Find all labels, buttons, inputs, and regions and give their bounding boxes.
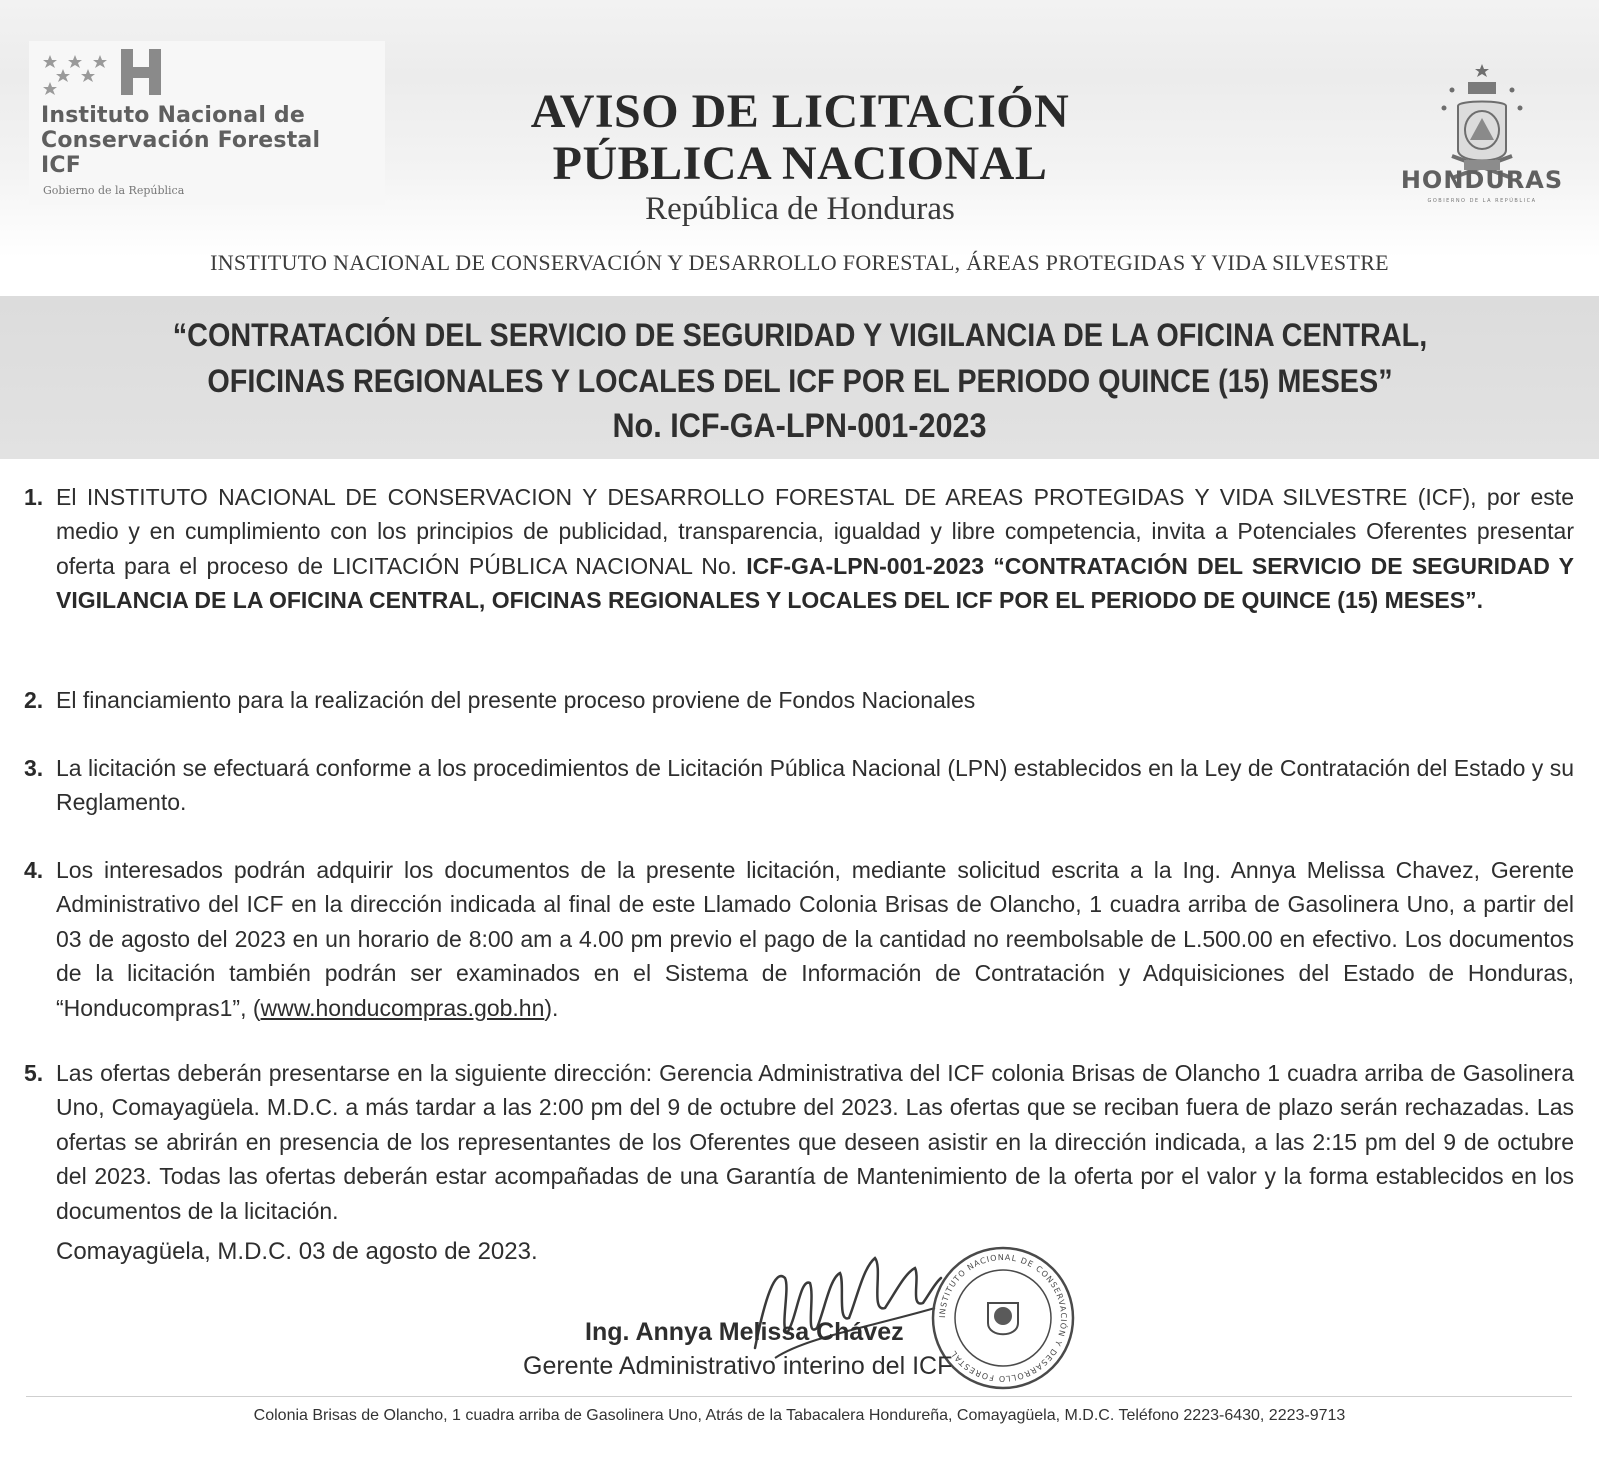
item-text: Las ofertas deberán presentarse en la siguiente dirección: Gerencia Administrativa del ICF colonia Brisas de Olancho 1 cuadra arriba de Gasolinera Uno, Comayagüela. M.D.C. a más tardar a las 2:00 pm del 9 de octubre del 2023. Las ofertas que se reciban fuera de plazo serán rechazadas. Las ofertas se abrirán en presencia de los representantes de los Oferentes que deseen asistir en la dirección indicada, a las 2:15 pm del 9 de octubre del 2023. Todas las ofertas deberán estar acompañadas de una Garantía de Mantenimiento de la oferta por el valor y la forma establecidos en los documentos de la licitación.: [56, 1060, 1574, 1224]
icf-logo-name: [41, 103, 320, 178]
process-banner: [0, 296, 1599, 459]
icf-logo-line2: Conservación Forestal: [41, 128, 321, 153]
item-number: 4.: [24, 857, 44, 883]
title-line-1: AVISO DE LICITACIÓN: [530, 85, 1070, 138]
icf-logo-gov: Gobierno de la República: [43, 184, 185, 197]
item-text: La licitación se efectuará conforme a los procedimientos de Licitación Pública Nacional (LPN) establecidos en la Ley de Contratación del Estado y su Reglamento.: [56, 755, 1574, 816]
honduras-logo-text: HONDURAS: [1400, 166, 1564, 194]
item-text-bold: ICF-GA-LPN-001-2023 “CONTRATACIÓN DEL SERVICIO DE SEGURIDAD Y VIGILANCIA DE LA OFICINA CENTRAL, OFICINAS REGIONALES Y LOCALES DEL ICF POR EL PERIODO DE QUINCE (15) MESES”.: [56, 552, 1574, 614]
item-text: [56, 480, 1574, 618]
footer-divider: [26, 1396, 1572, 1397]
icf-logo: [29, 41, 385, 205]
footer-address: Colonia Brisas de Olancho, 1 cuadra arriba de Gasolinera Uno, Atrás de la Tabacalera Hondureña, Comayagüela, M.D.C. Teléfono 2223-6430, 2223-9713: [253, 1407, 1346, 1424]
item-text-part: El INSTITUTO NACIONAL DE CONSERVACION Y DESARROLLO FORESTAL DE AREAS PROTEGIDAS Y VIDA SILVESTRE (ICF), por este medio y en cumplimiento con los principios de publicidad, transparencia, igualdad y libre competencia, invita a Potenciales Oferentes presentar oferta para el proceso de LICITACIÓN PÚBLICA NACIONAL No.: [56, 484, 1574, 579]
item-text-part: Los interesados podrán adquirir los documentos de la presente licitación, mediante solicitud escrita a la Ing. Annya Melissa Chavez, Gerente Administrativo del ICF en la dirección indicada al final de este Llamado Colonia Brisas de Olancho, 1 cuadra arriba de Gasolinera Uno, a partir del 03 de agosto del 2023 en un horario de 8:00 am a 4.00 pm previo el pago de la cantidad no reembolsable de L.500.00 en efectivo. Los documentos de la licitación también podrán ser examinados en el Sistema de Información de Contratación y Adquisiciones del Estado de Honduras, “Honducompras1”, (: [56, 857, 1574, 1021]
icf-logo-line3: ICF: [41, 153, 81, 178]
item-number: 5.: [24, 1060, 44, 1086]
item-number: 1.: [24, 484, 44, 510]
icf-logo-line1: Instituto Nacional de: [41, 103, 305, 128]
notice-title: [400, 86, 1200, 230]
process-number: No. ICF-GA-LPN-001-2023: [612, 407, 987, 445]
institution-name: INSTITUTO NACIONAL DE CONSERVACIÓN Y DESARROLLO FORESTAL, ÁREAS PROTEGIDAS Y VIDA SILVESTRE: [210, 250, 1389, 275]
signer-name: Ing. Annya Melissa Chávez: [585, 1318, 904, 1346]
item-text: [56, 853, 1574, 1025]
signer-role: Gerente Administrativo interino del ICF: [523, 1352, 953, 1380]
title-line-2: PÚBLICA NACIONAL: [552, 137, 1048, 190]
stamp-text: INSTITUTO NACIONAL DE CONSERVACIÓN Y DESARROLLO FORESTAL: [937, 1252, 1069, 1384]
item-text-part: ).: [544, 994, 559, 1021]
subtitle: República de Honduras: [645, 191, 955, 227]
stars-icon: [41, 53, 111, 97]
honducompras-link[interactable]: www.honducompras.gob.hn: [260, 994, 545, 1021]
place-date: Comayagüela, M.D.C. 03 de agosto de 2023.: [56, 1238, 538, 1265]
item-number: 2.: [24, 687, 44, 713]
h-mark-icon: [119, 47, 163, 97]
honduras-logo-sub: GOBIERNO DE LA REPÚBLICA: [1427, 198, 1537, 204]
process-title: “CONTRATACIÓN DEL SERVICIO DE SEGURIDAD Y VIGILANCIA DE LA OFICINA CENTRAL, OFICINAS REGIONALES Y LOCALES DEL ICF POR EL PERIODO QUINCE (15) MESES”: [172, 317, 1427, 399]
item-number: 3.: [24, 755, 44, 781]
item-text: El financiamiento para la realización del presente proceso proviene de Fondos Nacionales: [56, 687, 976, 713]
